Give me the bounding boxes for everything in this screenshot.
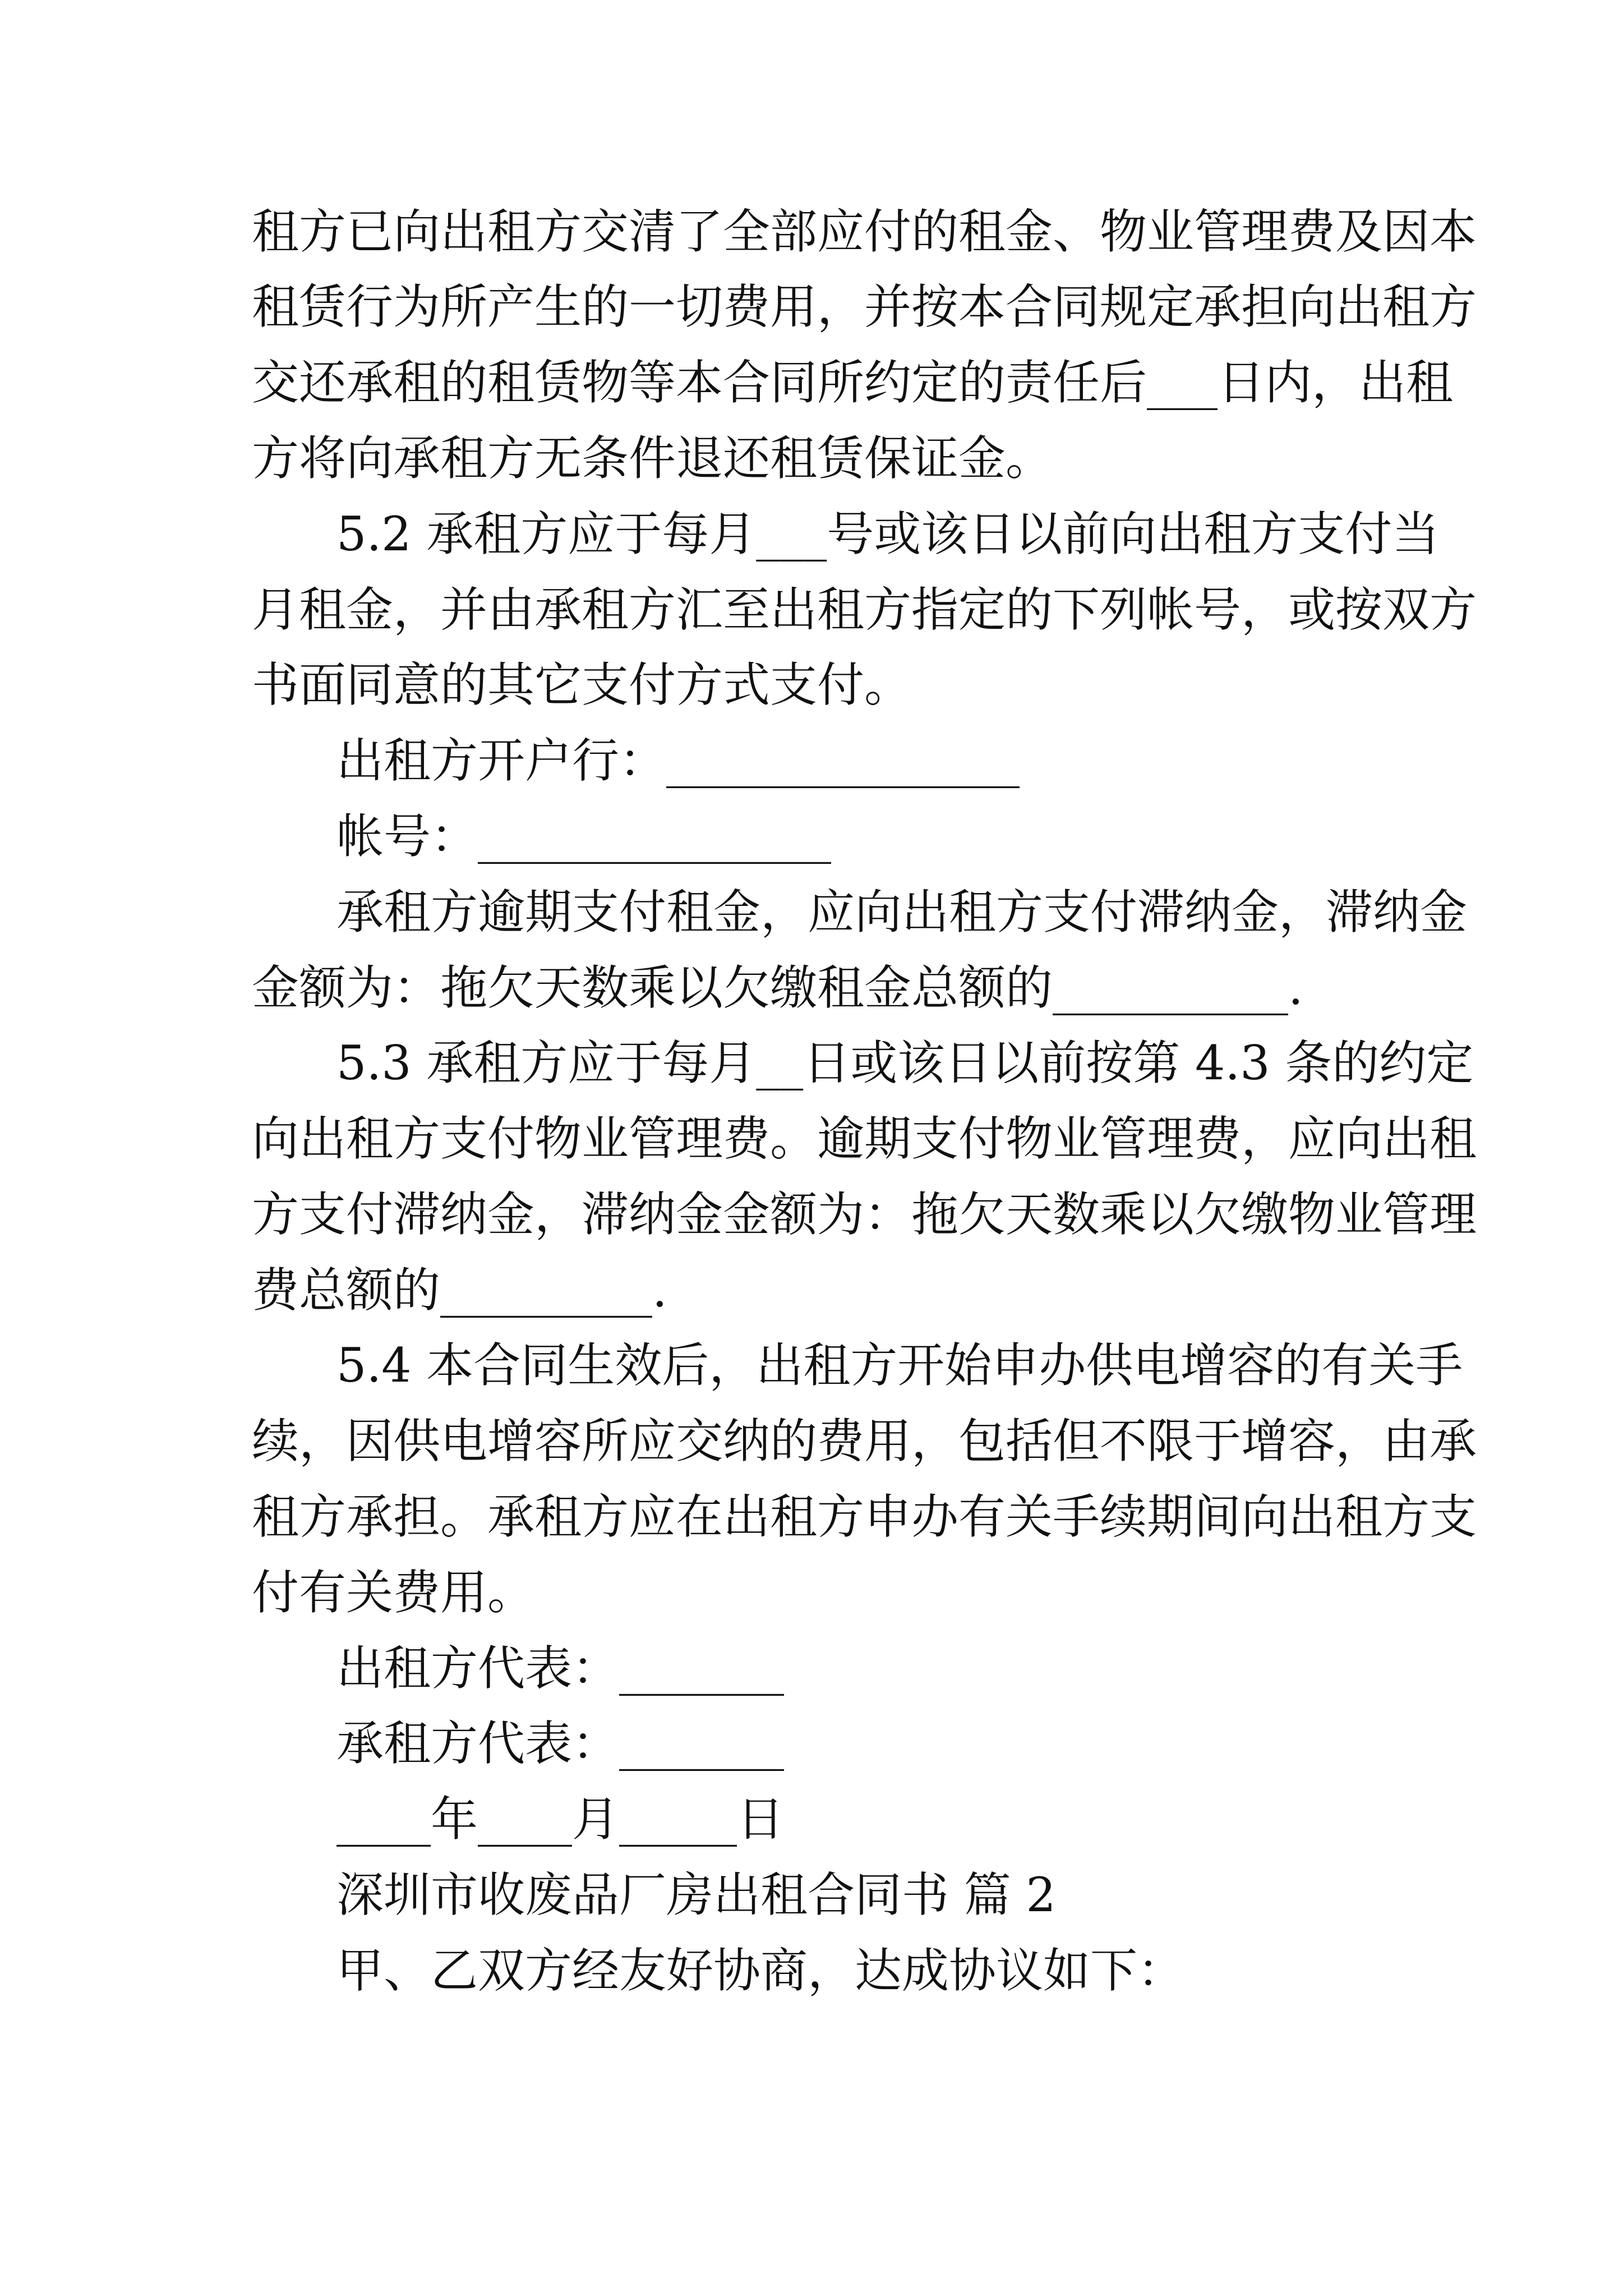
section-title: 深圳市收废品厂房出租合同书 篇 2 xyxy=(336,1867,1056,1922)
clause-5-3-line: 5.3 承租方应于每月__日或该日以前按第 4.3 条的约定 xyxy=(336,1036,1474,1091)
clause-5-3-line: 费总额的_________. xyxy=(252,1263,667,1318)
late-rent-line: 金额为：拖欠天数乘以欠缴租金总额的__________. xyxy=(252,960,1303,1015)
clause-5-4-line: 租方承担。承租方应在出租方申办有关手续期间向出租方支 xyxy=(252,1489,1477,1544)
clause-5-4-line: 5.4 本合同生效后，出租方开始申办供电增容的有关手 xyxy=(336,1338,1463,1393)
clause-5-4-line: 续，因供电增容所应交纳的费用，包括但不限于增容，由承 xyxy=(252,1414,1477,1469)
date-line: ____年____月_____日 xyxy=(336,1792,785,1847)
clause-5-2-line: 月租金，并由承租方汇至出租方指定的下列帐号，或按双方 xyxy=(252,582,1477,637)
lessor-representative-field: 出租方代表：_______ xyxy=(336,1641,785,1696)
late-rent-line: 承租方逾期支付租金，应向出租方支付滞纳金，滞纳金 xyxy=(336,885,1468,940)
paragraph-line: 租赁行为所产生的一切费用，并按本合同规定承担向出租方 xyxy=(252,279,1477,334)
paragraph-line: 交还承租的租赁物等本合同所约定的责任后___日内，出租 xyxy=(252,355,1454,410)
clause-5-3-line: 向出租方支付物业管理费。逾期支付物业管理费，应向出租 xyxy=(252,1111,1477,1166)
clause-5-2-line: 5.2 承租方应于每月___号或该日以前向出租方支付当 xyxy=(336,507,1440,562)
account-number-field: 帐号：_______________ xyxy=(336,809,832,864)
clause-5-4-line: 付有关费用。 xyxy=(252,1565,535,1620)
paragraph-line: 方将向承租方无条件退还租赁保证金。 xyxy=(252,431,1053,486)
clause-5-2-line: 书面同意的其它支付方式支付。 xyxy=(252,657,912,712)
paragraph-line: 租方已向出租方交清了全部应付的租金、物业管理费及因本 xyxy=(252,204,1477,259)
lessee-representative-field: 承租方代表：_______ xyxy=(336,1716,785,1771)
clause-5-3-line: 方支付滞纳金，滞纳金金额为：拖欠天数乘以欠缴物业管理 xyxy=(252,1187,1477,1242)
intro-line: 甲、乙双方经友好协商，达成协议如下： xyxy=(336,1943,1185,1998)
lessor-bank-field: 出租方开户行：_______________ xyxy=(336,733,1020,788)
